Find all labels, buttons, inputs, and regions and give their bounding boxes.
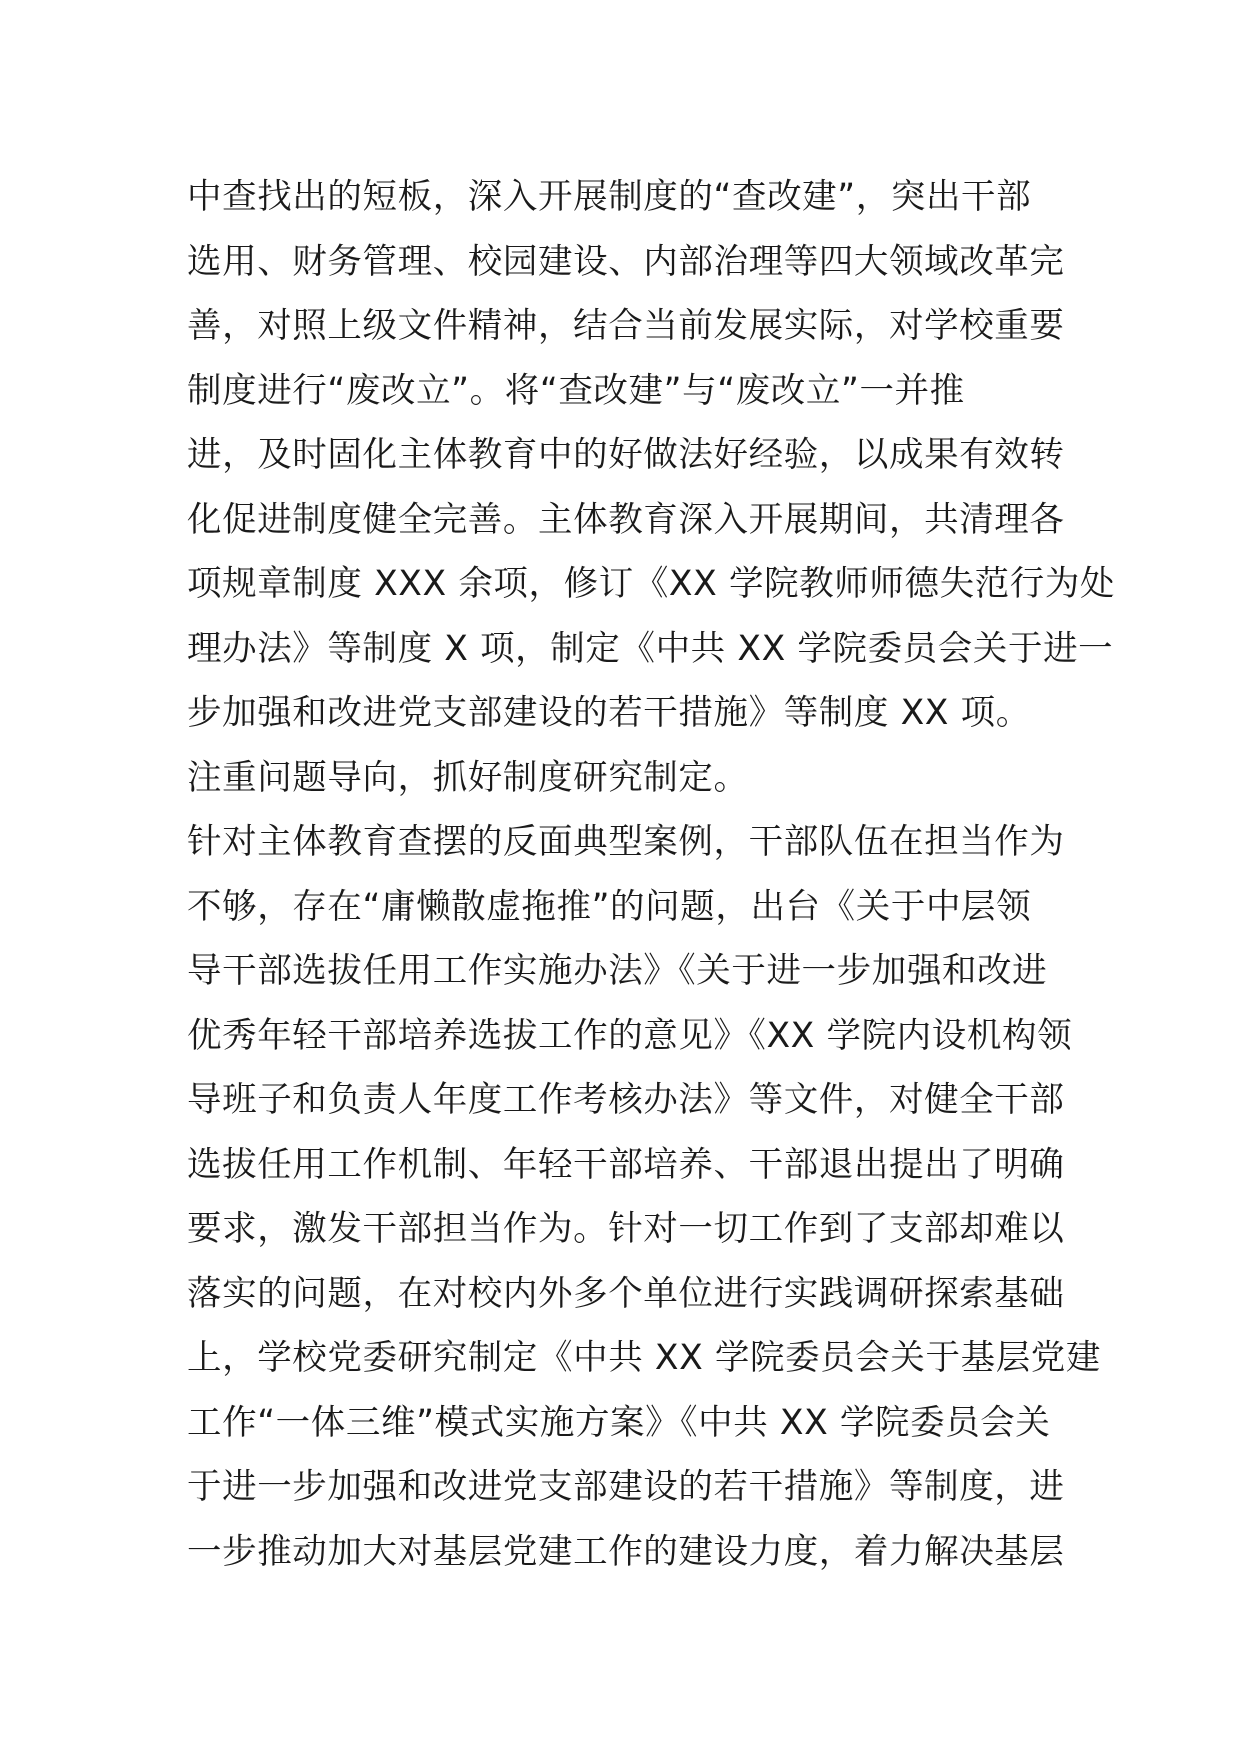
text-line: 理办法》等制度 X 项，制定《中共 XX 学院委员会关于进一 [187, 628, 1114, 669]
text-line: 制度进行“废改立”。将“查改建”与“废改立”一并推 [187, 370, 965, 411]
text-line: 不够，存在“庸懒散虚拖推”的问题，出台《关于中层领 [187, 886, 1032, 927]
body-text [187, 165, 1116, 1584]
text-line: 导干部选拔任用工作实施办法》《关于进一步加强和改进 [187, 951, 1048, 991]
text-line: 步加强和改进党支部建设的若干措施》等制度 XX 项。 [187, 693, 1031, 733]
text-line: 中查找出的短板，深入开展制度的“查改建”，突出干部 [187, 177, 1032, 217]
text-line: 进，及时固化主体教育中的好做法好经验，以成果有效转 [187, 435, 1065, 475]
text-line: 落实的问题，在对校内外多个单位进行实践调研探索基础 [187, 1273, 1065, 1314]
text-line: 于进一步加强和改进党支部建设的若干措施》等制度，进 [187, 1467, 1065, 1507]
text-line: 一步推动加大对基层党建工作的建设力度，着力解决基层 [187, 1531, 1065, 1572]
text-line: 善，对照上级文件精神，结合当前发展实际，对学校重要 [187, 306, 1065, 346]
text-line: 工作“一体三维”模式实施方案》《中共 XX 学院委员会关 [187, 1402, 1051, 1443]
section-heading: 注重问题导向，抓好制度研究制定。 [187, 757, 749, 798]
text-line: 要求，激发干部担当作为。针对一切工作到了支部却难以 [187, 1209, 1065, 1249]
text-line: 导班子和负责人年度工作考核办法》等文件，对健全干部 [187, 1080, 1065, 1120]
text-line: 选用、财务管理、校园建设、内部治理等四大领域改革完 [187, 241, 1065, 282]
text-line: 针对主体教育查摆的反面典型案例，干部队伍在担当作为 [187, 822, 1065, 862]
text-line: 选拔任用工作机制、年轻干部培养、干部退出提出了明确 [187, 1144, 1065, 1185]
text-line: 化促进制度健全完善。主体教育深入开展期间，共清理各 [187, 499, 1065, 540]
text-line: 上，学校党委研究制定《中共 XX 学院委员会关于基层党建 [187, 1338, 1101, 1378]
text-line: 优秀年轻干部培养选拔工作的意见》《XX 学院内设机构领 [187, 1015, 1073, 1056]
text-line: 项规章制度 XXX 余项，修订《XX 学院教师师德失范行为处 [187, 564, 1116, 604]
